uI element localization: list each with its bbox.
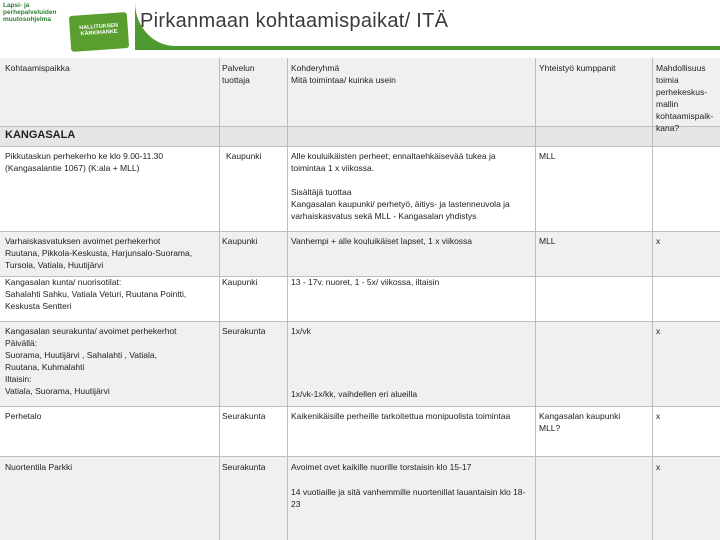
cell-target: 13 - 17v. nuoret, 1 - 5x/ viikossa, iltaisin: [291, 277, 440, 287]
cell-provider: Seurakunta: [222, 326, 266, 336]
cell-target: Kaikenikäisille perheille tarkoitettua monipuolista toimintaa: [291, 411, 511, 421]
column-header-target: Kohderyhmä Mitä toimintaa/ kuinka usein: [291, 63, 396, 85]
cell-provider: Kaupunki: [222, 236, 258, 246]
cell-target: 1x/vk: [291, 326, 311, 336]
cell-partners: Kangasalan kaupunki MLL?: [539, 411, 621, 433]
cell-family-center: x: [656, 236, 661, 246]
cell-provider: Kaupunki: [222, 277, 258, 287]
table: [0, 58, 720, 540]
cell-place: Kangasalan seurakunta/ avoimet perhekerhot Päivällä: Suorama, Huutijärvi , Sahalahti , Vatiala, Ruutana, Kuhmalahti Iltaisin: Vatiala, Suorama, Huutijärvi: [5, 326, 177, 396]
page-title: Pirkanmaan kohtaamispaikat/ ITÄ: [140, 10, 449, 32]
cell-target-secondary: 14 vuotiaille ja sitä vanhemmille nuortenillat lauantaisin klo 18-23: [291, 487, 526, 509]
header: [0, 0, 720, 58]
cell-family-center: x: [656, 462, 661, 472]
program-logo: [3, 2, 69, 42]
cell-partners: MLL: [539, 236, 556, 246]
cell-partners: MLL: [539, 151, 556, 161]
cell-provider: Seurakunta: [222, 411, 266, 421]
cell-place: Nuortentila Parkki: [5, 462, 73, 472]
cell-target-note: Sisältäjä tuottaa Kangasalan kaupunki/ perhetyö, äitiys- ja lastenneuvola ja varhaiskasvatus sekä MLL - Kangasalan yhdistys: [291, 187, 510, 221]
column-header-family-center: Mahdollisuus toimia perhekeskus-mallin kohtaamispaik-kana?: [656, 63, 714, 133]
section-row: [0, 126, 720, 146]
cell-provider: Seurakunta: [222, 462, 266, 472]
cell-target: Vanhempi + alle kouluikäiset lapset, 1 x viikossa: [291, 236, 473, 246]
cell-place: Varhaiskasvatuksen avoimet perhekerhot Ruutana, Pikkola-Keskusta, Harjunsalo-Suorama, Tursola, Vatiala, Huutijärvi: [5, 236, 193, 270]
cell-provider: Kaupunki: [226, 151, 262, 161]
cell-target-secondary: 1x/vk-1x/kk, vaihdellen eri alueilla: [291, 389, 418, 399]
column-header-provider: Palvelun tuottaja: [222, 63, 255, 85]
cell-place: Pikkutaskun perhekerho ke klo 9.00-11.30 (Kangasalantie 1067) (K:ala + MLL): [5, 151, 164, 173]
cell-target: Alle kouluikäisten perheet; ennaltaehkäisevää tukea ja toimintaa 1 x viikossa.: [291, 151, 496, 173]
badge-logo: HALLITUKSEN KÄRKIHANKE: [69, 12, 129, 52]
program-logo-text: Lapsi- ja perhepalveluiden muutosohjelma: [3, 2, 57, 23]
column-header-place: Kohtaamispaikka: [5, 63, 70, 73]
section-title: KANGASALA: [5, 129, 76, 141]
cell-family-center: x: [656, 326, 661, 336]
cell-target: Avoimet ovet kaikille nuorille torstaisin klo 15-17: [291, 462, 472, 472]
cell-place: Kangasalan kunta/ nuorisotilat: Sahalahti Sahku, Vatiala Veturi, Ruutana Pointti, Keskusta Sentteri: [5, 277, 187, 311]
cell-family-center: x: [656, 411, 661, 421]
column-header-partners: Yhteistyö kumppanit: [539, 63, 616, 73]
cell-place: Perhetalo: [5, 411, 42, 421]
